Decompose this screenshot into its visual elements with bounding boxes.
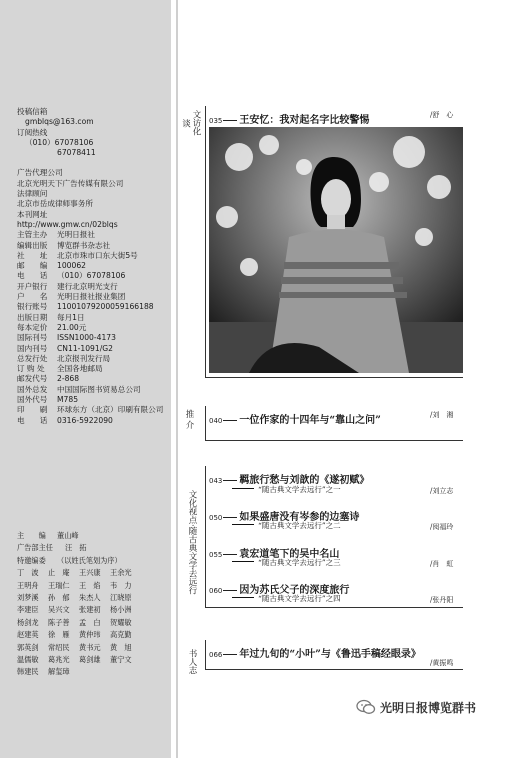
masthead-info (17, 107, 163, 426)
section-bookman-rule (205, 640, 206, 670)
info-row-value: 0316-5922090 (57, 415, 113, 425)
section-recommend: 推介 (185, 410, 195, 431)
info-row (17, 395, 163, 405)
info-row-label: 邮 编 (17, 261, 48, 271)
article-060-author: /张丹阳 (430, 596, 454, 604)
staff-name: 葛剑雄 (79, 655, 101, 665)
article-066[interactable]: 066 年过九旬的“小叶”与《鲁迅手稿经眼录》 (209, 649, 421, 660)
info-row (17, 261, 163, 271)
article-050-author: /阅福玲 (430, 523, 454, 531)
info-row-label: 邮发代号 (17, 374, 48, 384)
staff-name: 王兴康 (79, 568, 101, 578)
hotline-2: 67078411 (57, 148, 96, 158)
staff-names-row (17, 567, 141, 579)
staff-name: 黄书元 (79, 642, 101, 652)
staff-names-row (17, 666, 141, 678)
staff-name: 李建臣 (17, 605, 39, 615)
hotline-label: 订阅热线 (17, 127, 48, 137)
editor-name: 董山峰 (57, 531, 79, 540)
section-interview-rule (205, 106, 206, 378)
info-row-label: 国外总发 (17, 384, 48, 394)
contact-label: 投稿信箱 (17, 107, 48, 116)
article-035-title: 王安忆：我对起名字比较警惕 (239, 115, 370, 126)
staff-name: 江晓原 (110, 593, 132, 603)
staff-name: 解玺璋 (48, 667, 70, 677)
staff-name: 韩建民 (17, 667, 39, 677)
info-row-label: 编辑出版 (17, 240, 48, 250)
ad-director-label: 广告部主任 (17, 543, 53, 553)
article-043-author: /刘立志 (430, 487, 454, 495)
info-row (17, 251, 163, 261)
article-035-author: /舒 心 (430, 111, 454, 119)
staff-names-row (17, 580, 141, 592)
info-row-label: 主管主办 (17, 230, 48, 240)
staff-name: 孟 白 (79, 617, 101, 627)
article-040-title: 一位作家的十四年与“靠山之问” (239, 415, 381, 426)
staff-name: 贺耀敏 (110, 617, 132, 627)
wechat-icon (356, 699, 376, 715)
info-row (17, 416, 163, 426)
staff-name: 徐 雁 (48, 630, 70, 640)
info-row-label: 国际刊号 (17, 333, 48, 343)
staff-names-row (17, 654, 141, 666)
info-row-label: 开户银行 (17, 281, 48, 291)
info-row (17, 385, 163, 395)
special-editors-note: （以姓氏笔划为序） (57, 555, 122, 565)
info-row (17, 271, 163, 281)
legal-label: 法律顾问 (17, 189, 48, 199)
article-066-title: 年过九旬的“小叶”与《鲁迅手稿经眼录》 (239, 649, 421, 660)
website-label: 本刊网址 (17, 209, 48, 219)
article-060-subtitle: “随古典文学去远行”之四 (232, 593, 341, 604)
info-row (17, 333, 163, 343)
info-row-value: 全国各地邮局 (57, 364, 103, 374)
info-row-value: 博览群书杂志社 (57, 240, 111, 250)
info-row-value: M785 (57, 395, 79, 405)
info-row-label: 国外代号 (17, 395, 48, 405)
ad-director-name: 汪 拓 (65, 543, 87, 553)
section-bookman: 书人志 (187, 649, 197, 675)
section-recommend-bottom-rule (205, 440, 463, 441)
info-row-label: 总发行处 (17, 353, 48, 363)
info-row-label: 印 刷 (17, 405, 48, 415)
staff-name: 董宁文 (110, 655, 132, 665)
info-row-label: 订 购 处 (17, 364, 45, 374)
article-050[interactable]: 050 如果盛唐没有岑参的边塞诗 (209, 512, 360, 523)
article-040-author: /刘 湘 (430, 411, 454, 419)
info-row (17, 354, 163, 364)
info-row-value: 光明日报社报业集团 (57, 292, 126, 302)
staff-names-row (17, 642, 141, 654)
info-row-value: （010）67078106 (57, 271, 126, 281)
staff-name: 陈子善 (48, 617, 70, 627)
article-055-subtitle: “随古典文学去远行”之三 (232, 557, 341, 568)
article-060[interactable]: 060 因为苏氏父子的深度旅行 (209, 585, 350, 596)
staff-names-row (17, 629, 141, 641)
staff-name: 葛兆光 (48, 655, 70, 665)
staff-name: 朱杰人 (79, 593, 101, 603)
info-row (17, 364, 163, 374)
info-row (17, 302, 163, 312)
hotline-1: （010）67078106 (25, 137, 94, 147)
info-row-value: ISSN1000-4173 (57, 333, 116, 343)
info-row-value: 中国国际图书贸易总公司 (57, 384, 141, 394)
info-row-label: 银行账号 (17, 302, 48, 312)
column-divider (176, 0, 178, 758)
legal: 北京市岳成律师事务所 (17, 199, 93, 209)
editor-label: 主 编 (17, 531, 46, 540)
info-row-value: 11001079200059166188 (57, 302, 154, 312)
section-interview: 文访化谈 (180, 110, 201, 136)
section-travel: 文化视点·随古典文学去远行 (187, 489, 197, 595)
article-043[interactable]: 043 羁旅行愁与刘歆的《遂初赋》 (209, 475, 370, 486)
info-row-value: 2-868 (57, 374, 80, 384)
info-row-label: 电 话 (17, 271, 48, 281)
info-row-value: 21.00元 (57, 322, 87, 332)
info-row-value: 北京市珠市口东大街5号 (57, 250, 138, 260)
article-035[interactable]: 035 王安忆：我对起名字比较警惕 (209, 115, 370, 126)
info-row (17, 292, 163, 302)
staff-names-row (17, 604, 141, 616)
article-043-title: 羁旅行愁与刘歆的《遂初赋》 (239, 475, 370, 486)
ad-agent: 北京光明天下广告传媒有限公司 (17, 178, 124, 188)
staff-name: 黄仲玮 (79, 630, 101, 640)
article-060-title: 因为苏氏父子的深度旅行 (239, 585, 350, 596)
info-row-label: 电 话 (17, 415, 48, 425)
staff-name: 赵建英 (17, 630, 39, 640)
info-row-label: 国内刊号 (17, 343, 48, 353)
staff-name: 孙 郁 (48, 593, 70, 603)
section-travel-rule (205, 466, 206, 608)
staff-name: 王 焰 (79, 580, 101, 590)
staff-name: 丁 波 (17, 568, 39, 578)
staff-name: 温儒敏 (17, 655, 39, 665)
staff-name: 吴兴文 (48, 605, 70, 615)
article-040[interactable]: 040 一位作家的十四年与“靠山之问” (209, 415, 381, 426)
article-050-title: 如果盛唐没有岑参的边塞诗 (239, 512, 360, 523)
staff-name: 王瑞仁 (48, 580, 70, 590)
info-row (17, 241, 163, 251)
info-row (17, 374, 163, 384)
staff-names-row (17, 592, 141, 604)
info-row-value: 每月1日 (57, 312, 85, 322)
info-row-value: 建行北京明光支行 (57, 281, 118, 291)
ad-agent-label: 广告代理公司 (17, 168, 63, 178)
staff-name: 张建初 (79, 605, 101, 615)
info-row (17, 230, 163, 240)
info-row-label: 每本定价 (17, 322, 48, 332)
staff-name: 止 庵 (48, 568, 70, 578)
info-row (17, 405, 163, 415)
contact-email: gmblqs@163.com (25, 117, 94, 127)
staff-name: 王余光 (110, 568, 132, 578)
info-row-value: 100062 (57, 261, 86, 271)
section-interview-bottom-rule (205, 377, 463, 378)
info-row (17, 344, 163, 354)
staff-list (17, 530, 141, 679)
staff-name: 杨剑龙 (17, 617, 39, 627)
article-066-author: /黄振鸣 (430, 659, 454, 667)
info-row (17, 313, 163, 323)
article-055-author: /肖 虹 (430, 560, 454, 568)
article-050-subtitle: “随古典文学去远行”之二 (232, 520, 341, 531)
info-row (17, 282, 163, 292)
staff-name: 高克勤 (110, 630, 132, 640)
staff-name: 韦 力 (110, 580, 132, 590)
staff-name: 黄 旭 (110, 642, 132, 652)
info-row-value: CN11-1091/G2 (57, 343, 113, 353)
info-row-label: 户 名 (17, 292, 48, 302)
staff-names-row (17, 617, 141, 629)
info-row-value: 北京报刊发行局 (57, 353, 111, 363)
article-055[interactable]: 055 袁宏道笔下的吴中名山 (209, 549, 340, 560)
staff-name: 常绍民 (48, 642, 70, 652)
info-row-value: 环球东方（北京）印刷有限公司 (57, 405, 164, 415)
article-055-title: 袁宏道笔下的吴中名山 (239, 549, 340, 560)
section-bookman-bottom-rule (205, 669, 463, 670)
staff-name: 王明舟 (17, 580, 39, 590)
info-row-value: 光明日报社 (57, 230, 95, 240)
info-row (17, 323, 163, 333)
special-editors-label: 特邀编委 (17, 555, 46, 565)
section-travel-bottom-rule (205, 607, 463, 608)
info-row-label: 社 址 (17, 250, 48, 260)
staff-name: 杨小洲 (110, 605, 132, 615)
staff-name: 刘梦溪 (17, 593, 39, 603)
wechat-account-name: 光明日报博览群书 (380, 701, 477, 715)
info-row-label: 出版日期 (17, 312, 48, 322)
staff-name: 郭英剑 (17, 642, 39, 652)
article-043-subtitle: “随古典文学去远行”之一 (232, 484, 341, 495)
author-portrait-photo (209, 127, 463, 373)
section-recommend-rule (205, 406, 206, 441)
website: http://www.gmw.cn/02blqs (17, 219, 118, 229)
